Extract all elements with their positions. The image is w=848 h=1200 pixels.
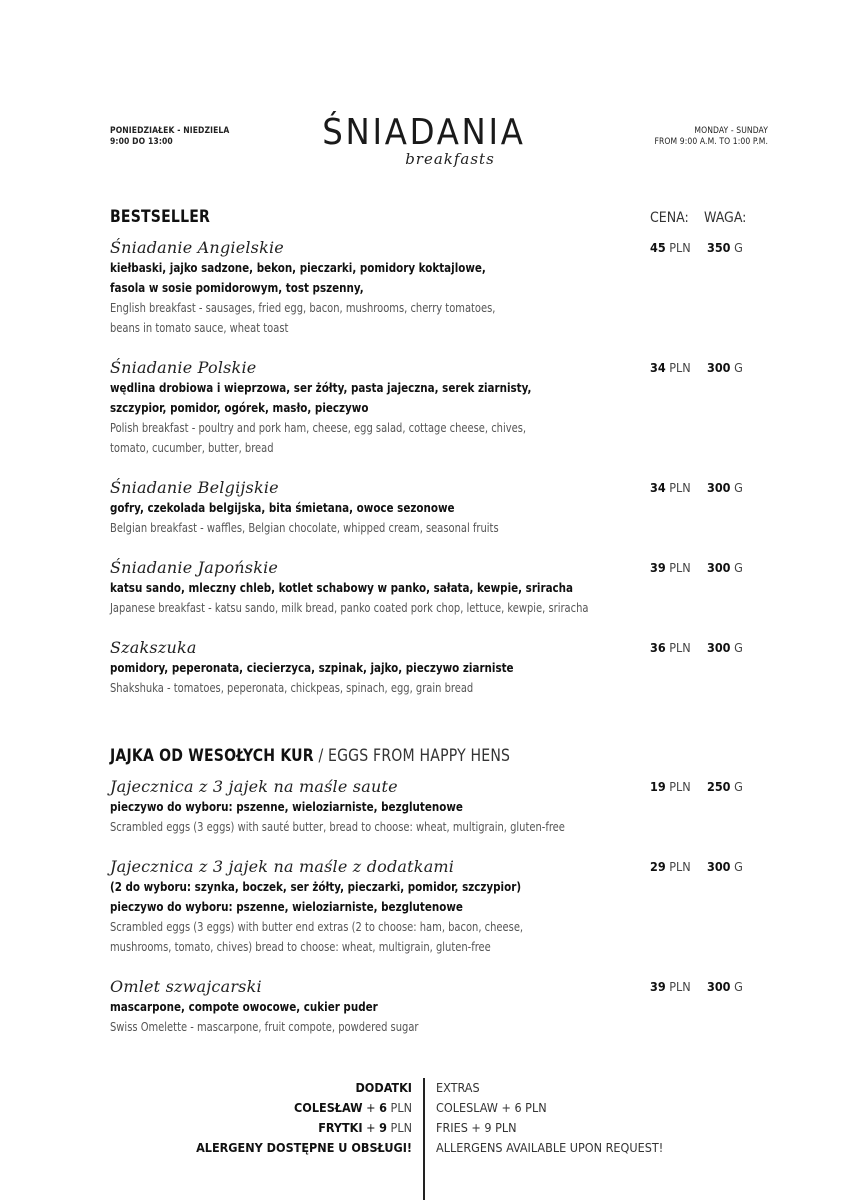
extras-fries-pl: FRYTKI + 9 PLN: [318, 1120, 412, 1135]
menu-item-name: Śniadanie Belgijskie: [110, 478, 279, 497]
page-title: ŚNIADANIA: [322, 112, 526, 153]
extras-polish: [196, 1078, 412, 1158]
menu-item: [110, 856, 630, 957]
menu-item-name: Szakszuka: [110, 638, 197, 657]
hours-english-days: MONDAY - SUNDAY: [694, 126, 768, 136]
menu-item-price: 34 PLN: [650, 360, 691, 375]
menu-item-name: Śniadanie Angielskie: [110, 238, 284, 257]
menu-item-description-en: Swiss Omelette - mascarpone, fruit compote, powdered sugar: [110, 1020, 419, 1034]
menu-item-weight: 300 G: [707, 360, 743, 375]
menu-item-name: Śniadanie Japońskie: [110, 558, 279, 577]
menu-item-description-pl: kiełbaski, jajko sadzone, bekon, pieczarki, pomidory koktajlowe,: [110, 260, 486, 275]
section-title-eggs: [110, 746, 545, 766]
menu-item-description-en: mushrooms, tomato, chives) bread to choose: wheat, multigrain, gluten-free: [110, 940, 491, 954]
menu-item-description-pl: wędlina drobiowa i wieprzowa, ser żółty, pasta jajeczna, serek ziarnisty,: [110, 380, 532, 395]
page-subtitle: breakfasts: [405, 150, 495, 168]
extras-fries-en: FRIES + 9 PLN: [436, 1120, 517, 1135]
menu-item-price: 29 PLN: [650, 859, 691, 874]
menu-item-price: 39 PLN: [650, 560, 691, 575]
menu-item-description-pl: pieczywo do wyboru: pszenne, wieloziarniste, bezglutenowe: [110, 899, 463, 914]
menu-item-description-pl: (2 do wyboru: szynka, boczek, ser żółty, pieczarki, pomidor, szczypior): [110, 879, 522, 894]
menu-item-weight: 250 G: [707, 779, 743, 794]
menu-item-description-en: Japanese breakfast - katsu sando, milk bread, panko coated pork chop, lettuce, kewpie, sriracha: [110, 601, 589, 615]
allergens-note-pl: ALERGENY DOSTĘPNE U OBSŁUGI!: [196, 1140, 412, 1155]
menu-item-price: 45 PLN: [650, 240, 691, 255]
menu-item-weight: 300 G: [707, 560, 743, 575]
menu-item-weight: 300 G: [707, 640, 743, 655]
menu-item-description-pl: mascarpone, compote owocowe, cukier puder: [110, 999, 378, 1014]
hours-english-time: FROM 9:00 A.M. TO 1:00 P.M.: [654, 137, 768, 147]
menu-item-name: Jajecznica z 3 jajek na maśle saute: [110, 777, 398, 796]
menu-item-description-en: Scrambled eggs (3 eggs) with sauté butter, bread to choose: wheat, multigrain, gluten-free: [110, 820, 565, 834]
menu-item-price: 19 PLN: [650, 779, 691, 794]
menu-item: [110, 357, 630, 458]
menu-item-name: Śniadanie Polskie: [110, 358, 257, 377]
menu-item: [110, 557, 630, 618]
extras-english: [436, 1078, 663, 1158]
menu-item-description-pl: pieczywo do wyboru: pszenne, wieloziarniste, bezglutenowe: [110, 799, 463, 814]
menu-item-description-pl: szczypior, pomidor, ogórek, masło, pieczywo: [110, 400, 369, 415]
menu-item: [110, 637, 630, 698]
menu-item-weight: 300 G: [707, 979, 743, 994]
menu-item-price: 34 PLN: [650, 480, 691, 495]
menu-item-description-pl: katsu sando, mleczny chleb, kotlet schabowy w panko, sałata, kewpie, sriracha: [110, 580, 574, 595]
section-title-eggs-en: / EGGS FROM HAPPY HENS: [313, 746, 511, 766]
menu-item-name: Jajecznica z 3 jajek na maśle z dodatkami: [110, 857, 455, 876]
hours-english: [655, 126, 768, 148]
hours-polish-time: 9:00 DO 13:00: [110, 137, 173, 147]
menu-item-name: Omlet szwajcarski: [110, 977, 262, 996]
menu-item-description-en: Polish breakfast - poultry and pork ham, cheese, egg salad, cottage cheese, chives,: [110, 421, 527, 435]
menu-item-description-en: English breakfast - sausages, fried egg, bacon, mushrooms, cherry tomatoes,: [110, 301, 496, 315]
extras-coleslaw-pl: COLESŁAW + 6 PLN: [294, 1100, 412, 1115]
menu-item-description-en: beans in tomato sauce, wheat toast: [110, 321, 289, 335]
hours-polish-days: PONIEDZIAŁEK - NIEDZIELA: [110, 126, 230, 136]
menu-item-price: 36 PLN: [650, 640, 691, 655]
menu-item-description-pl: fasola w sosie pomidorowym, tost pszenny,: [110, 280, 364, 295]
extras-coleslaw-en: COLESLAW + 6 PLN: [436, 1100, 547, 1115]
menu-item-weight: 300 G: [707, 480, 743, 495]
menu-item-description-pl: gofry, czekolada belgijska, bita śmietana, owoce sezonowe: [110, 500, 455, 515]
menu-item-description-en: tomato, cucumber, butter, bread: [110, 441, 274, 455]
price-column-header: CENA:: [650, 210, 689, 226]
allergens-note-en: ALLERGENS AVAILABLE UPON REQUEST!: [436, 1140, 664, 1155]
extras-title-en: EXTRAS: [436, 1080, 480, 1095]
extras-divider: [423, 1078, 425, 1200]
menu-item-price: 39 PLN: [650, 979, 691, 994]
menu-item: [110, 477, 630, 538]
menu-item: [110, 237, 630, 338]
menu-item-weight: 300 G: [707, 859, 743, 874]
extras-title-pl: DODATKI: [355, 1080, 412, 1095]
menu-item: [110, 776, 630, 837]
menu-item-weight: 350 G: [707, 240, 743, 255]
weight-column-header: WAGA:: [704, 210, 747, 226]
menu-item: [110, 976, 630, 1037]
menu-item-description-pl: pomidory, peperonata, ciecierzyca, szpinak, jajko, pieczywo ziarniste: [110, 660, 514, 675]
menu-item-description-en: Scrambled eggs (3 eggs) with butter end extras (2 to choose: ham, bacon, cheese,: [110, 920, 524, 934]
section-title-eggs-pl: JAJKA OD WESOŁYCH KUR: [110, 746, 314, 766]
menu-item-description-en: Shakshuka - tomatoes, peperonata, chickpeas, spinach, egg, grain bread: [110, 681, 474, 695]
menu-item-description-en: Belgian breakfast - waffles, Belgian chocolate, whipped cream, seasonal fruits: [110, 521, 499, 535]
section-title-bestseller: BESTSELLER: [110, 207, 211, 227]
